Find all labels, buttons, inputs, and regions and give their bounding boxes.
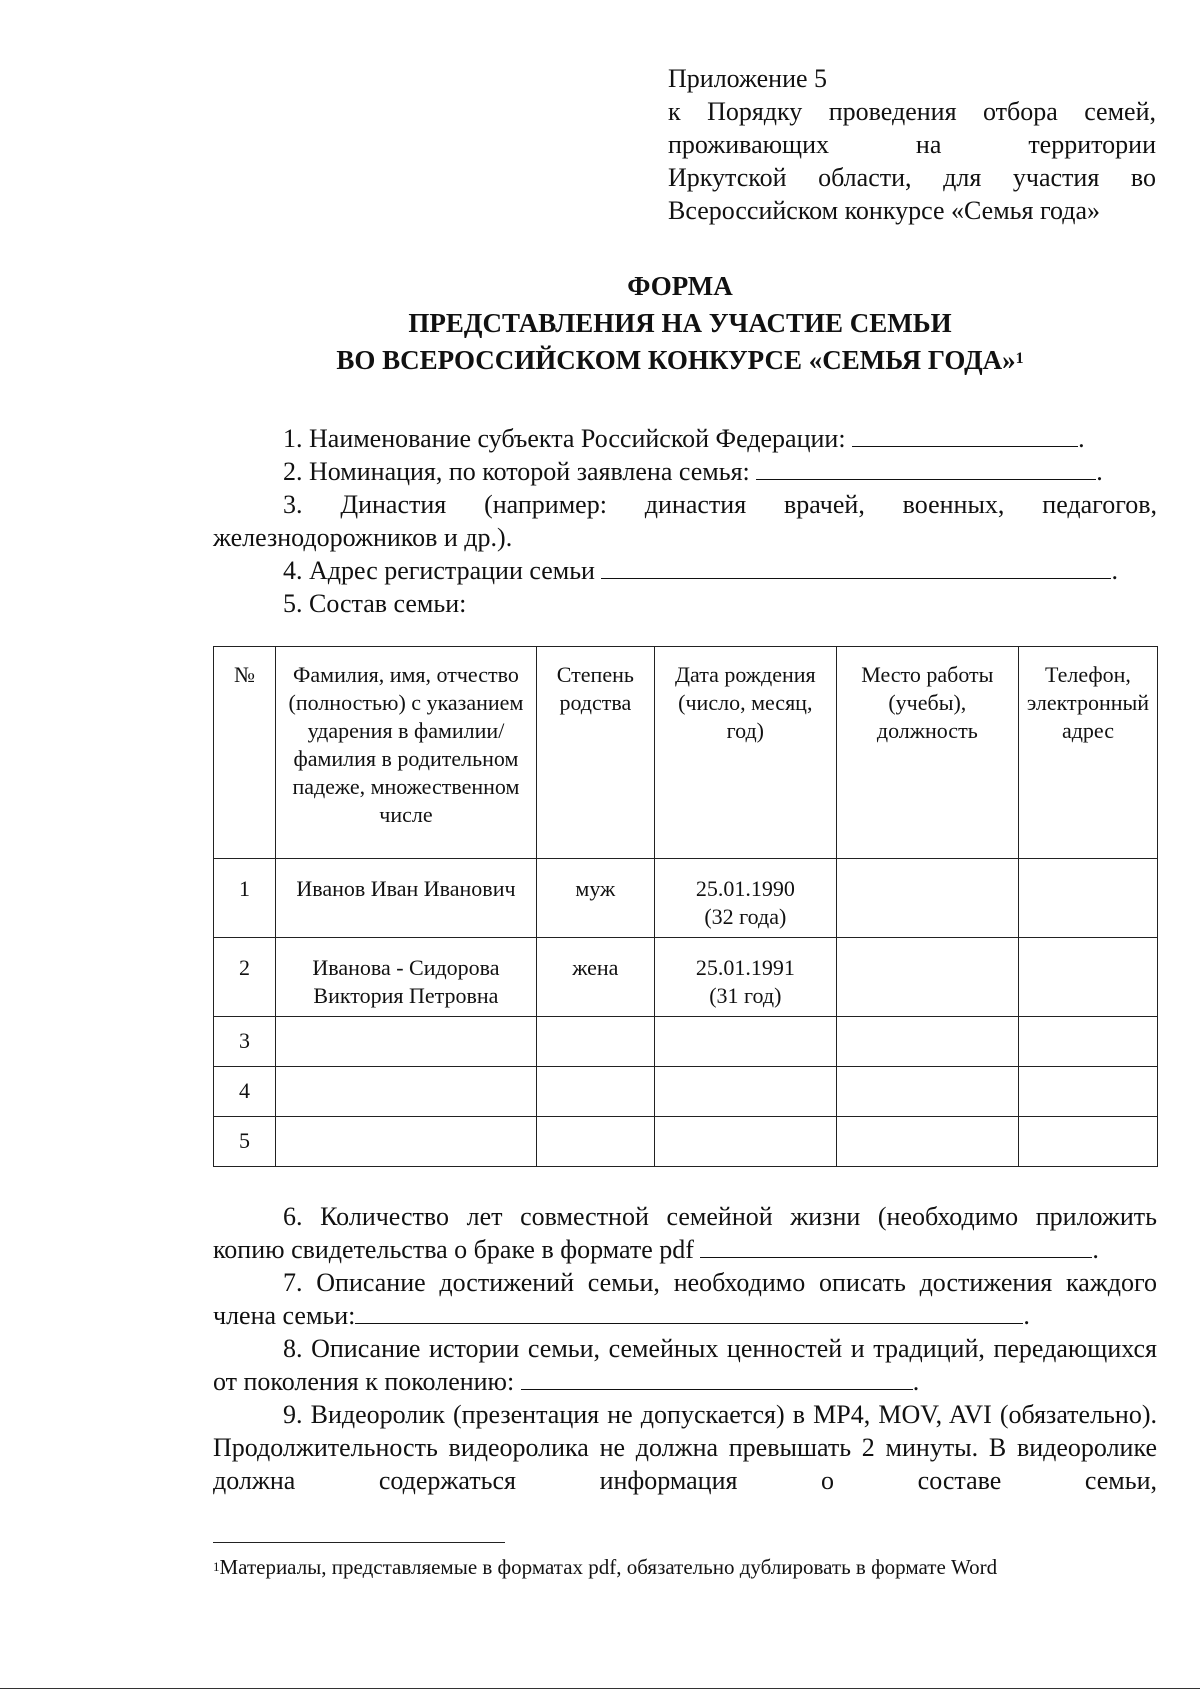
item-2-blank-field[interactable] — [756, 455, 1096, 480]
item-1-blank-field[interactable] — [852, 422, 1078, 447]
item-9: 9. Видеоролик (презентация не допускается) в MP4, MOV, AVI (обязательно). Продолжительность видеоролика не должна превышать 2 минуты. В видеоролике должна содержаться информация о составе семьи, — [213, 1400, 1157, 1495]
cell-workplace — [836, 1117, 1018, 1167]
family-composition-table — [213, 646, 1158, 1167]
form-title-line-3 — [200, 342, 1160, 379]
form-title — [200, 268, 1160, 379]
birth-date: 25.01.1991 — [695, 955, 795, 980]
item-6-period: . — [1092, 1235, 1099, 1264]
birth-age: (31 год) — [709, 983, 782, 1008]
cell-full-name — [276, 938, 537, 1017]
item-2-text: 2. Номинация, по которой заявлена семья: — [283, 457, 750, 486]
header-birth-date: Дата рождения (число, месяц, год) — [654, 647, 836, 859]
item-4-period: . — [1111, 556, 1118, 585]
cell-relation: муж — [536, 859, 654, 938]
item-7 — [213, 1266, 1157, 1332]
item-2-period: . — [1096, 457, 1103, 486]
item-7-period: . — [1023, 1301, 1030, 1330]
footnote — [213, 1553, 1173, 1581]
cell-phone-email — [1018, 938, 1157, 1017]
item-6-blank-field[interactable] — [700, 1233, 1092, 1258]
item-3: 3. Династия (например: династия врачей, военных, педагогов, железнодорожников и др.). — [213, 490, 1157, 552]
item-7-blank-field[interactable] — [355, 1299, 1023, 1324]
cell-full-name — [276, 1017, 537, 1067]
table-row — [214, 938, 1158, 1017]
cell-full-name — [276, 1117, 537, 1167]
cell-phone-email — [1018, 1017, 1157, 1067]
item-8-blank-field[interactable] — [521, 1365, 913, 1390]
cell-workplace — [836, 1067, 1018, 1117]
cell-full-name: Иванов Иван Иванович — [276, 859, 537, 938]
form-items-continued — [213, 1200, 1157, 1497]
full-name-line-2: Виктория Петровна — [313, 983, 499, 1008]
form-title-line-1: ФОРМА — [627, 271, 733, 301]
header-number: № — [214, 647, 276, 859]
item-1-text: 1. Наименование субъекта Российской Федерации: — [283, 424, 846, 453]
row-number: 5 — [214, 1117, 276, 1167]
item-7-text: 7. Описание достижений семьи, необходимо описать достижения каждого члена семьи: — [213, 1268, 1157, 1330]
cell-workplace — [836, 938, 1018, 1017]
table-row — [214, 859, 1158, 938]
footnote-text: Материалы, представляемые в форматах pdf, обязательно дублировать в формате Word — [219, 1555, 998, 1579]
cell-relation — [536, 1017, 654, 1067]
cell-relation — [536, 1067, 654, 1117]
item-8 — [213, 1332, 1157, 1398]
cell-birth-date — [654, 938, 836, 1017]
cell-birth-date — [654, 859, 836, 938]
annex-line-3: проживающих на территории — [668, 130, 1156, 159]
row-number: 2 — [214, 938, 276, 1017]
header-phone-email: Телефон, электронный адрес — [1018, 647, 1157, 859]
form-title-line-3-text: ВО ВСЕРОССИЙСКОМ КОНКУРСЕ «СЕМЬЯ ГОДА» — [336, 345, 1016, 375]
table-header-row — [214, 647, 1158, 859]
header-full-name: Фамилия, имя, отчество (полностью) с указанием ударения в фамилии/ фамилия в родительном падеже, множественном числе — [276, 647, 537, 859]
item-4-blank-field[interactable] — [601, 554, 1111, 579]
cell-phone-email — [1018, 859, 1157, 938]
full-name-line-1: Иванова - Сидорова — [312, 955, 500, 980]
item-8-text: 8. Описание истории семьи, семейных ценностей и традиций, передающихся от поколения к поколению: — [213, 1334, 1157, 1396]
annex-header — [668, 62, 1156, 227]
cell-relation — [536, 1117, 654, 1167]
item-5: 5. Состав семьи: — [283, 589, 467, 618]
item-4-text: 4. Адрес регистрации семьи — [283, 556, 595, 585]
cell-phone-email — [1018, 1117, 1157, 1167]
row-number: 1 — [214, 859, 276, 938]
header-workplace: Место работы (учебы), должность — [836, 647, 1018, 859]
annex-title: Приложение 5 — [668, 64, 828, 93]
cell-birth-date — [654, 1017, 836, 1067]
header-relation: Степень родства — [536, 647, 654, 859]
item-2 — [213, 455, 1157, 488]
item-8-period: . — [912, 1367, 920, 1396]
annex-line-5: Всероссийском конкурсе «Семья года» — [668, 196, 1100, 225]
cell-birth-date — [654, 1067, 836, 1117]
footnote-divider — [213, 1542, 505, 1543]
annex-line-2: к Порядку проведения отбора семей, — [668, 97, 1156, 126]
item-1-period: . — [1078, 424, 1085, 453]
item-6 — [213, 1200, 1157, 1266]
row-number: 4 — [214, 1067, 276, 1117]
footnote-ref-mark: 1 — [1015, 350, 1024, 367]
table-row — [214, 1117, 1158, 1167]
item-1 — [213, 422, 1157, 455]
table-row — [214, 1017, 1158, 1067]
footnote-mark: 1 — [213, 1559, 220, 1574]
row-number: 3 — [214, 1017, 276, 1067]
cell-phone-email — [1018, 1067, 1157, 1117]
cell-workplace — [836, 1017, 1018, 1067]
page-bottom-edge — [0, 1688, 1200, 1689]
cell-relation: жена — [536, 938, 654, 1017]
item-6-text: 6. Количество лет совместной семейной жизни (необходимо приложить копию свидетельства о браке в формате pdf — [213, 1202, 1157, 1264]
cell-workplace — [836, 859, 1018, 938]
birth-age: (32 года) — [704, 904, 787, 929]
annex-line-4: Иркутской области, для участия во — [668, 163, 1156, 192]
item-4 — [213, 554, 1157, 587]
form-items — [213, 422, 1157, 620]
form-title-line-2: ПРЕДСТАВЛЕНИЯ НА УЧАСТИЕ СЕМЬИ — [408, 308, 952, 338]
table-row — [214, 1067, 1158, 1117]
cell-full-name — [276, 1067, 537, 1117]
cell-birth-date — [654, 1117, 836, 1167]
birth-date: 25.01.1990 — [695, 876, 795, 901]
